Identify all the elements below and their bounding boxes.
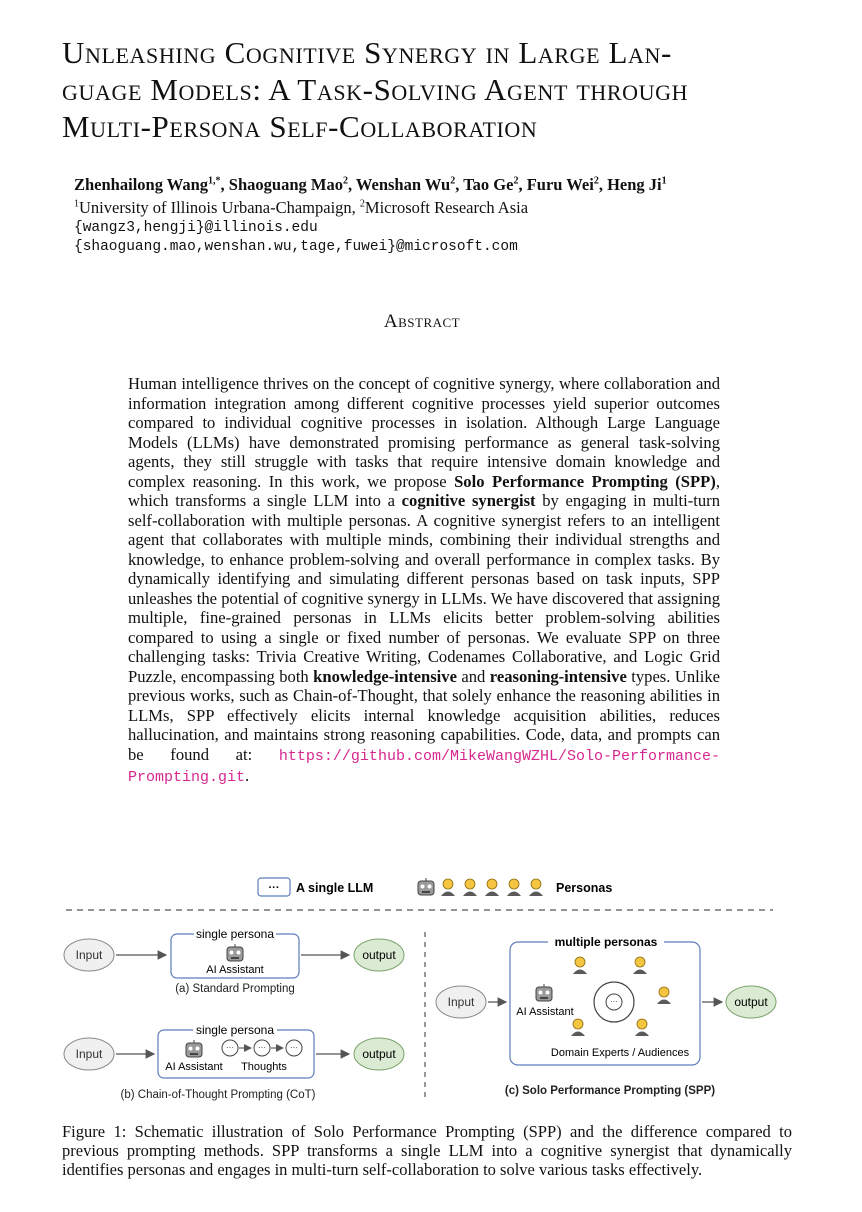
author-name: Shaoguang Mao [228,175,343,194]
output-label-a: output [362,948,396,962]
title-line-3: Multi-Persona Self-Collaboration [62,109,538,144]
code-link[interactable]: https://github.com/MikeWangWZHL/Solo-Performance-Prompting.git [128,747,720,786]
author-name: Wenshan Wu [355,175,451,194]
robot-icon [536,984,552,1001]
output-label-c: output [734,995,768,1009]
thoughts-label: Thoughts [241,1061,287,1073]
ai-assistant-label-a: AI Assistant [206,964,264,976]
paper-title [62,34,802,145]
thought-bubble-icon [606,994,622,1010]
legend-llm-label: A single LLM [296,881,374,895]
caption-label: Figure 1: [62,1122,127,1141]
panel-label-b: (b) Chain-of-Thought Prompting (CoT) [120,1089,316,1101]
input-label-c: Input [447,995,475,1009]
thought-bubble-icon [222,1040,238,1056]
robot-icon [186,1040,202,1057]
panel-label-c: (c) Solo Performance Prompting (SPP) [504,1085,716,1097]
input-label-b: Input [75,1047,103,1061]
persona-icon [485,879,499,896]
persona-icon [441,879,455,896]
persona-icon [507,879,521,896]
legend-personas-label: Personas [556,881,613,895]
affiliations: $^1$University of Illinois Urbana-Champaign, $^2$Microsoft Research Asia [74,198,529,217]
figure-1-diagram: ··· ··· A single LLM Personas Input single persona AI Assistant output (a) Standard Prompting Input single persona AI Assistant Thoughts output (b) Chain-of-Thought Prompting (CoT) Input multiple personas AI Assistant Domain Experts / Audiences output (c) Solo Performance Prompting (SPP) [58,870,788,1110]
author-name: Zhenhailong Wang [74,175,209,194]
ai-assistant-label-b: AI Assistant [165,1061,223,1073]
thought-bubble-icon [254,1040,270,1056]
robot-icon [227,944,243,961]
persona-icon [529,879,543,896]
panel-label-a: (a) Standard Prompting [175,983,295,995]
input-label-a: Input [75,948,103,962]
author-name: Heng Ji [607,175,662,194]
caption-text: Schematic illustration of Solo Performance Prompting (SPP) and the difference compared to previous prompting methods. SPP transforms a single LLM into a cognitive synergist that dynamically identifies personas and engages in multi-turn self-collaboration to solve various tasks effectively. [62,1122,792,1179]
title-line-2: guage Models: A Task-Solving Agent through [62,72,689,107]
single-persona-label-a: single persona [195,927,275,941]
ai-assistant-label-c: AI Assistant [516,1006,574,1018]
title-line-1: Unleashing Cognitive Synergy in Large Lan- [62,35,672,70]
figure-caption [62,1122,792,1179]
single-persona-label-b: single persona [195,1023,275,1037]
email-line-2[interactable]: {shaoguang.mao,wenshan.wu,tage,fuwei}@microsoft.com [74,239,518,255]
domain-experts-label: Domain Experts / Audiences [550,1047,690,1059]
thought-bubble-icon [286,1040,302,1056]
author-name: Furu Wei [526,175,594,194]
multiple-personas-label: multiple personas [554,935,658,949]
robot-icon [418,878,434,895]
abstract-body: Human intelligence thrives on the concept of cognitive synergy, where collaboration and information integration among different cognitive processes yield superior outcomes compared to individual cognitive processes in isolation. Although Large Language Models (LLMs) have demonstrated promising performance as general task-solving agents, they still struggle with tasks that require intensive domain knowledge and complex reasoning. In this work, we propose Solo Performance Prompting (SPP), which transforms a single LLM into a cognitive synergist by engaging in multi-turn self-collaboration with multiple personas. A cognitive synergist refers to an intelligent agent that collaborates with multiple minds, combining their individual strengths and knowledge, to enhance problem-solving and overall performance in complex tasks. By dynamically identifying and simulating different personas based on task inputs, SPP unleashes the potential of cognitive synergy in LLMs. We have discovered that assigning multiple, fine-grained personas in LLMs elicits better problem-solving abilities compared to using a single or fixed number of personas. We evaluate SPP on three challenging tasks: Trivia Creative Writing, Codenames Collaborative, and Logic Grid Puzzle, encompassing both knowledge-intensive and reasoning-intensive types. Unlike previous works, such as Chain-of-Thought, that solely enhance the reasoning abilities in LLMs, SPP effectively elicits internal knowledge acquisition abilities, reduces hallucination, and maintains strong reasoning capabilities. Code, data, and prompts can be found at: https://github.com/MikeWangWZHL/Solo-Performance-Prompting.git. [128,374,720,786]
author-name: Tao Ge [463,175,514,194]
author-list: Zhenhailong Wang$^{1,*}$, Shaoguang Mao$^2$, Wenshan Wu$^2$, Tao Ge$^2$, Furu Wei$^2$, Heng Ji$^1$ [74,175,667,194]
abstract-heading: Abstract [383,311,461,332]
legend-dots: ··· [268,882,280,894]
output-label-b: output [362,1047,396,1061]
email-line-1[interactable]: {wangz3,hengji}@illinois.edu [74,220,318,236]
persona-icon [463,879,477,896]
